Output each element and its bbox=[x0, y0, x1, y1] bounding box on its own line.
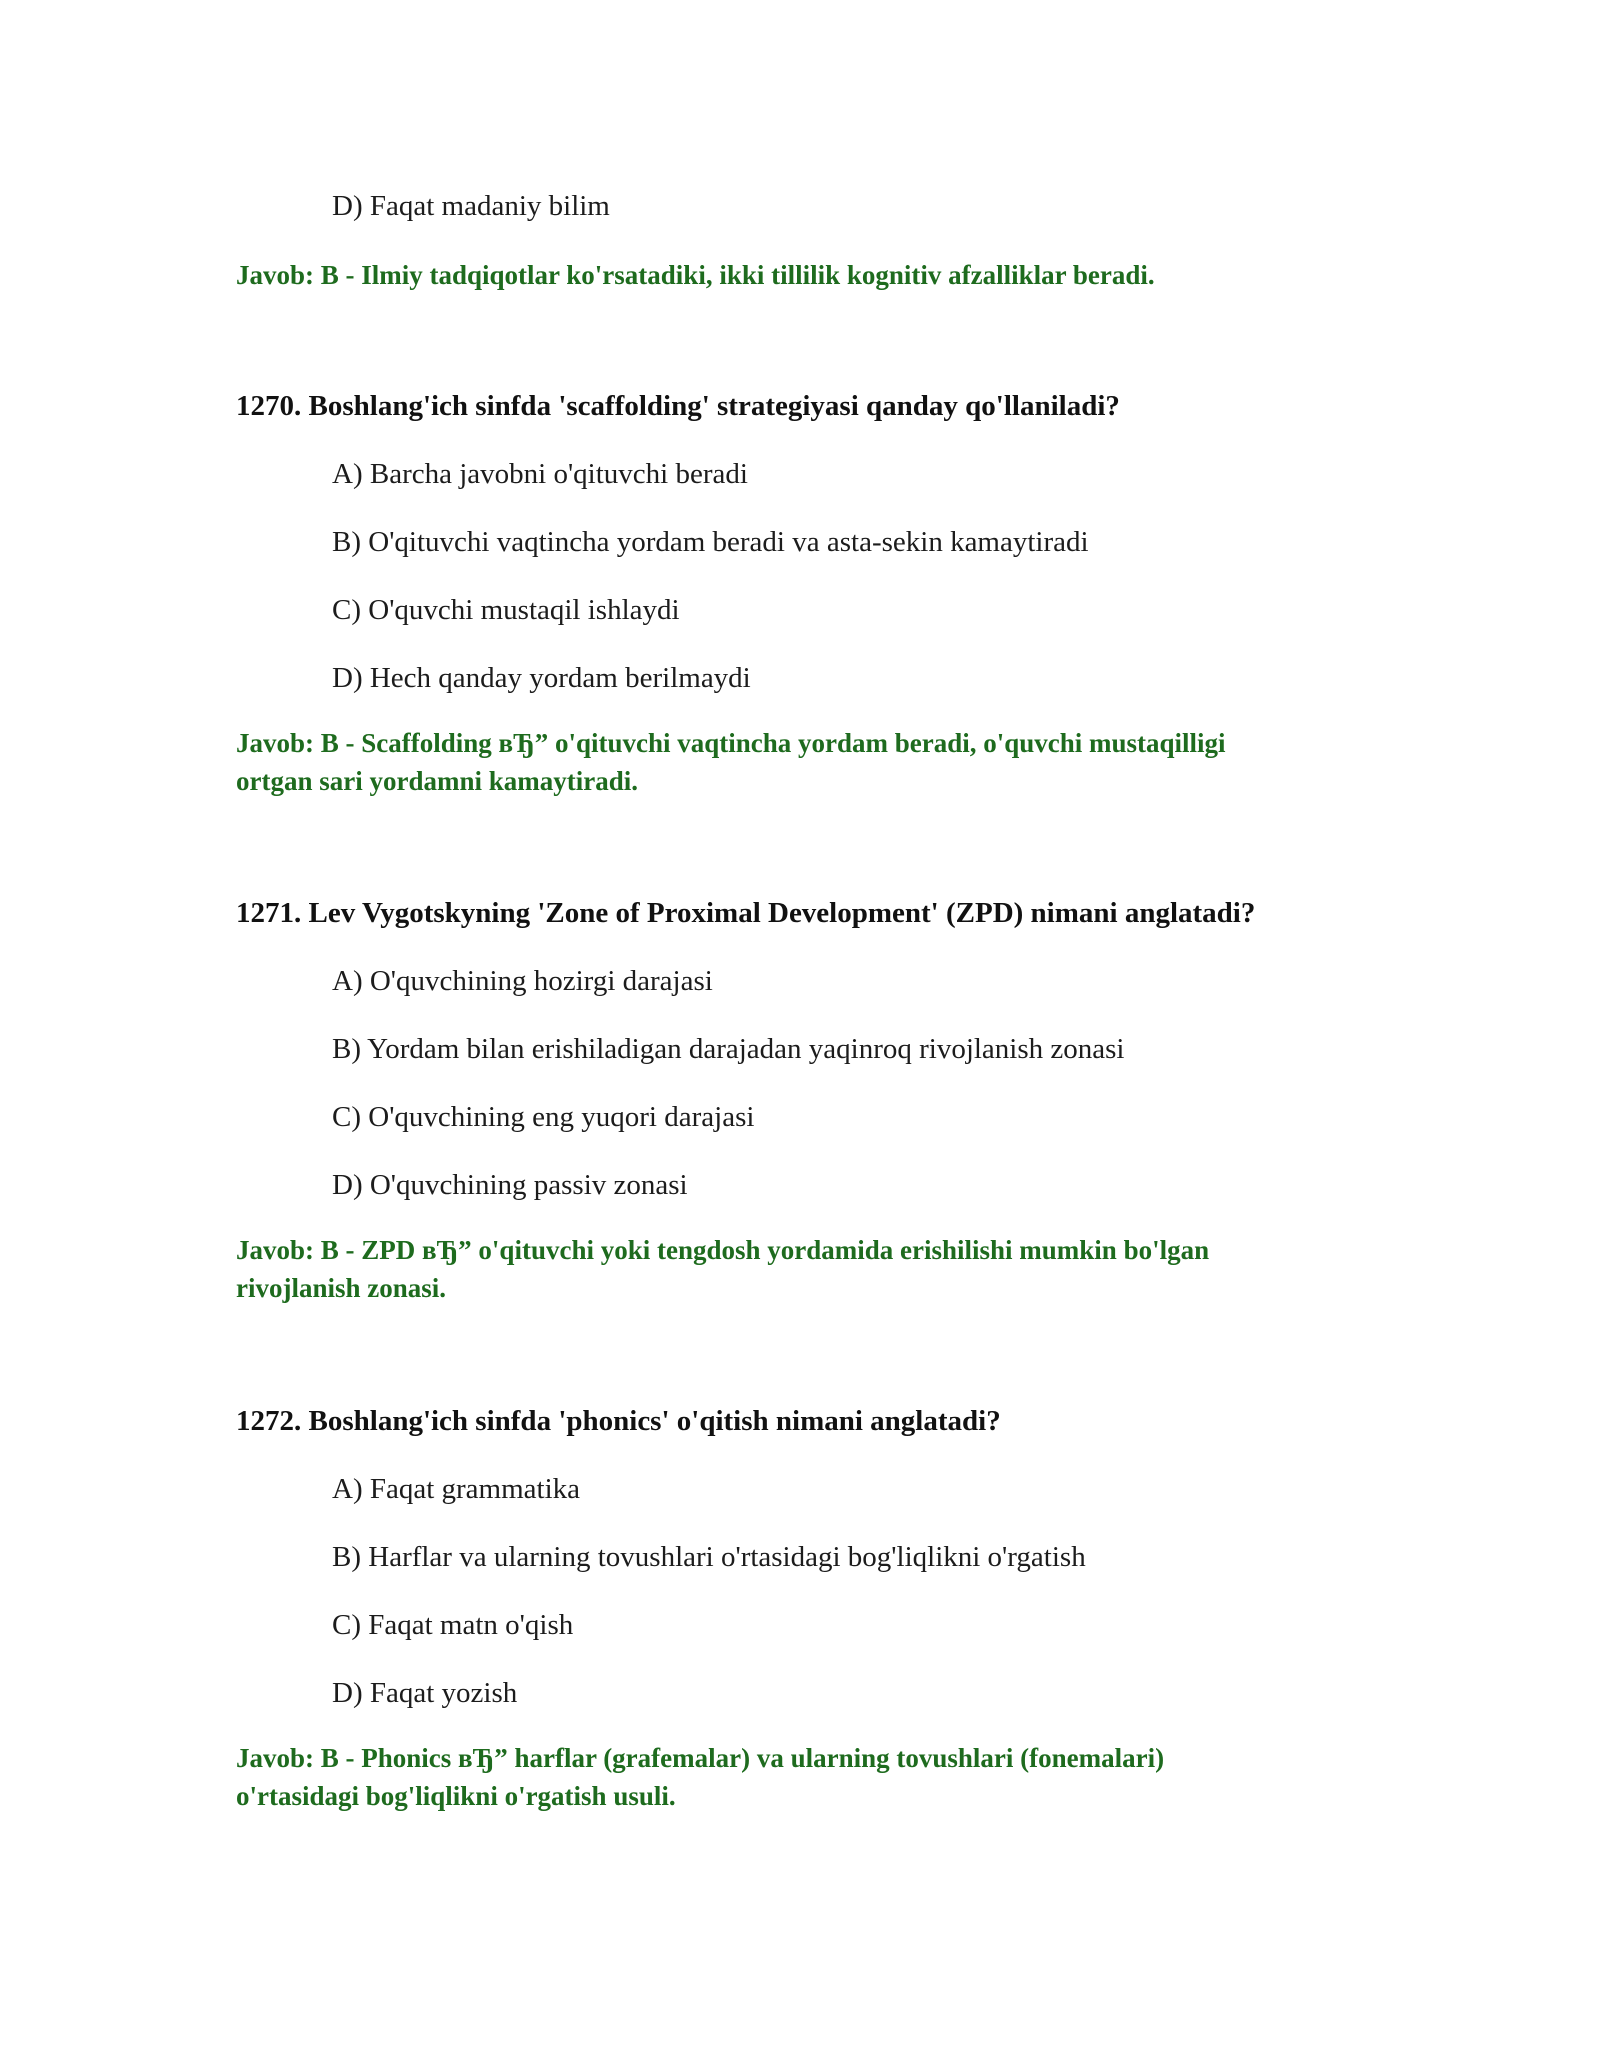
question-1272: 1272. Boshlang'ich sinfda 'phonics' o'qitish nimani anglatadi? bbox=[236, 1405, 1001, 1437]
option-c-1272: C) Faqat matn o'qish bbox=[332, 1609, 574, 1641]
answer-line: Javob: B - Phonics вЂ” harflar (grafemalar) va ularning tovushlari (fonemalari) bbox=[236, 1743, 1165, 1773]
option-c-1270: C) O'quvchi mustaqil ishlaydi bbox=[332, 594, 680, 626]
answer-line: ortgan sari yordamni kamaytiradi. bbox=[236, 766, 638, 796]
question-1271: 1271. Lev Vygotskyning 'Zone of Proximal Development' (ZPD) nimani anglatadi? bbox=[236, 897, 1256, 929]
option-c-1271: C) O'quvchining eng yuqori darajasi bbox=[332, 1101, 755, 1133]
option-d-1271: D) O'quvchining passiv zonasi bbox=[332, 1169, 688, 1201]
option-a-1271: A) O'quvchining hozirgi darajasi bbox=[332, 965, 713, 997]
option-b-1270: B) O'qituvchi vaqtincha yordam beradi va asta-sekin kamaytiradi bbox=[332, 526, 1089, 558]
answer-line: Javob: B - Ilmiy tadqiqotlar ko'rsatadiki, ikki tillilik kognitiv afzalliklar beradi. bbox=[236, 260, 1155, 290]
option-a-1270: A) Barcha javobni o'qituvchi beradi bbox=[332, 458, 748, 490]
answer-line: Javob: B - ZPD вЂ” o'qituvchi yoki tengdosh yordamida erishilishi mumkin bo'lgan bbox=[236, 1235, 1210, 1265]
option-b-1272: B) Harflar va ularning tovushlari o'rtasidagi bog'liqlikni o'rgatish bbox=[332, 1541, 1086, 1573]
answer-1272 bbox=[236, 1739, 1376, 1815]
option-d-previous-question: D) Faqat madaniy bilim bbox=[332, 190, 610, 222]
answer-1270 bbox=[236, 724, 1376, 800]
answer-1271 bbox=[236, 1231, 1376, 1307]
answer-previous-question bbox=[236, 256, 1376, 294]
question-1270: 1270. Boshlang'ich sinfda 'scaffolding' strategiyasi qanday qo'llaniladi? bbox=[236, 390, 1120, 422]
option-b-1271: B) Yordam bilan erishiladigan darajadan yaqinroq rivojlanish zonasi bbox=[332, 1033, 1125, 1065]
option-d-1272: D) Faqat yozish bbox=[332, 1677, 518, 1709]
answer-line: o'rtasidagi bog'liqlikni o'rgatish usuli. bbox=[236, 1781, 676, 1811]
option-a-1272: A) Faqat grammatika bbox=[332, 1473, 581, 1505]
option-d-1270: D) Hech qanday yordam berilmaydi bbox=[332, 662, 751, 694]
answer-line: Javob: B - Scaffolding вЂ” o'qituvchi vaqtincha yordam beradi, o'quvchi mustaqilligi bbox=[236, 728, 1226, 758]
answer-line: rivojlanish zonasi. bbox=[236, 1273, 447, 1303]
